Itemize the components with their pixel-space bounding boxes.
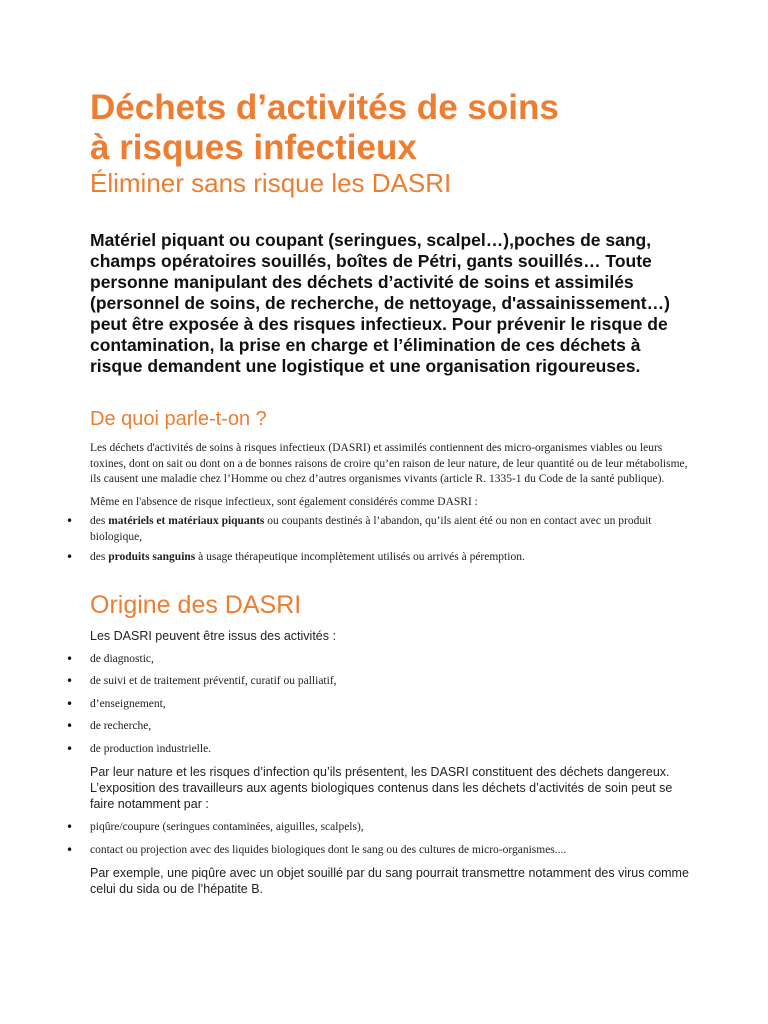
bullet-icon: • xyxy=(66,741,74,756)
definition-paragraph: Les déchets d'activités de soins à risques infectieux (DASRI) et assimilés contiennent des micro-organismes viables ou leurs toxines, dont on sait ou dont on a de bonnes raisons de croire qu’en raison de leur nature, de leur quantité ou de leur métabolisme, ils causent une maladie chez l’Homme ou chez d’autres organismes vivants (article R. 1335-1 du Code de la santé publique). xyxy=(90,442,688,485)
exposure-list xyxy=(66,820,690,858)
document-subtitle: Éliminer sans risque les DASRI xyxy=(90,168,452,198)
example-paragraph: Par exemple, une piqûre avec un objet souillé par du sang pourrait transmettre notamment des virus comme celui du sida ou de l’hépatite B. xyxy=(90,866,689,896)
list-item: • piqûre/coupure (seringues contaminées, aiguilles, scalpels), xyxy=(66,820,364,834)
document-page xyxy=(66,88,690,897)
list-item: • de recherche, xyxy=(66,719,152,733)
list-item: • de diagnostic, xyxy=(66,651,154,666)
list-item: • des matériels et matériaux piquants ou coupants destinés à l’abandon, qu’ils aient été ou non en contact avec un produit biologique, xyxy=(66,514,652,543)
list-item: • de suivi et de traitement préventif, curatif ou palliatif, xyxy=(66,674,337,688)
list-item: • d’enseignement, xyxy=(66,696,166,711)
bullet-icon: • xyxy=(66,719,74,733)
bullet-icon: • xyxy=(66,550,74,564)
bold-term: produits sanguins xyxy=(108,551,196,563)
section-heading-definition: De quoi parle-t-on ? xyxy=(90,408,267,430)
bullet-icon: • xyxy=(66,696,74,711)
origin-lead: Les DASRI peuvent être issus des activités : xyxy=(90,628,336,643)
intro-paragraph: Matériel piquant ou coupant (seringues, scalpel…),poches de sang, champs opératoires souillés, boîtes de Pétri, gants souillés… Toute personne manipulant des déchets d’activité de soins et assimilés (personnel de soins, de recherche, de nettoyage, d'assainissement…) peut être exposée à des risques infectieux. Pour prévenir le risque de contamination, la prise en charge et l’élimination de ces déchets à risque demandent une logistique et une organisation rigoureuses. xyxy=(90,230,670,376)
document-title xyxy=(90,88,690,168)
title-line-2: à risques infectieux xyxy=(90,128,417,167)
list-item: • des produits sanguins à usage thérapeutique incomplètement utilisés ou arrivés à péremption. xyxy=(66,550,525,564)
bullet-icon: • xyxy=(66,514,74,528)
section-heading-origin: Origine des DASRI xyxy=(90,590,302,619)
title-line-1: Déchets d’activités de soins xyxy=(90,88,559,127)
bullet-icon: • xyxy=(66,651,74,666)
list-item: • de production industrielle. xyxy=(66,741,212,756)
bullet-icon: • xyxy=(66,842,74,857)
definition-bullet-list xyxy=(66,514,690,566)
origin-paragraph: Par leur nature et les risques d’infection qu’ils présentent, les DASRI constituent des déchets dangereux. L’exposition des travailleurs aux agents biologiques contenus dans les déchets d’activités de soin peut se faire notamment par : xyxy=(90,765,673,811)
definition-lead: Même en l'absence de risque infectieux, sont également considérés comme DASRI : xyxy=(90,495,478,508)
activities-list xyxy=(66,651,690,758)
bullet-icon: • xyxy=(66,820,74,834)
bold-term: matériels et matériaux piquants xyxy=(108,515,265,527)
bullet-icon: • xyxy=(66,674,74,688)
list-item: • contact ou projection avec des liquides biologiques dont le sang ou des cultures de micro-organismes.... xyxy=(66,842,567,857)
